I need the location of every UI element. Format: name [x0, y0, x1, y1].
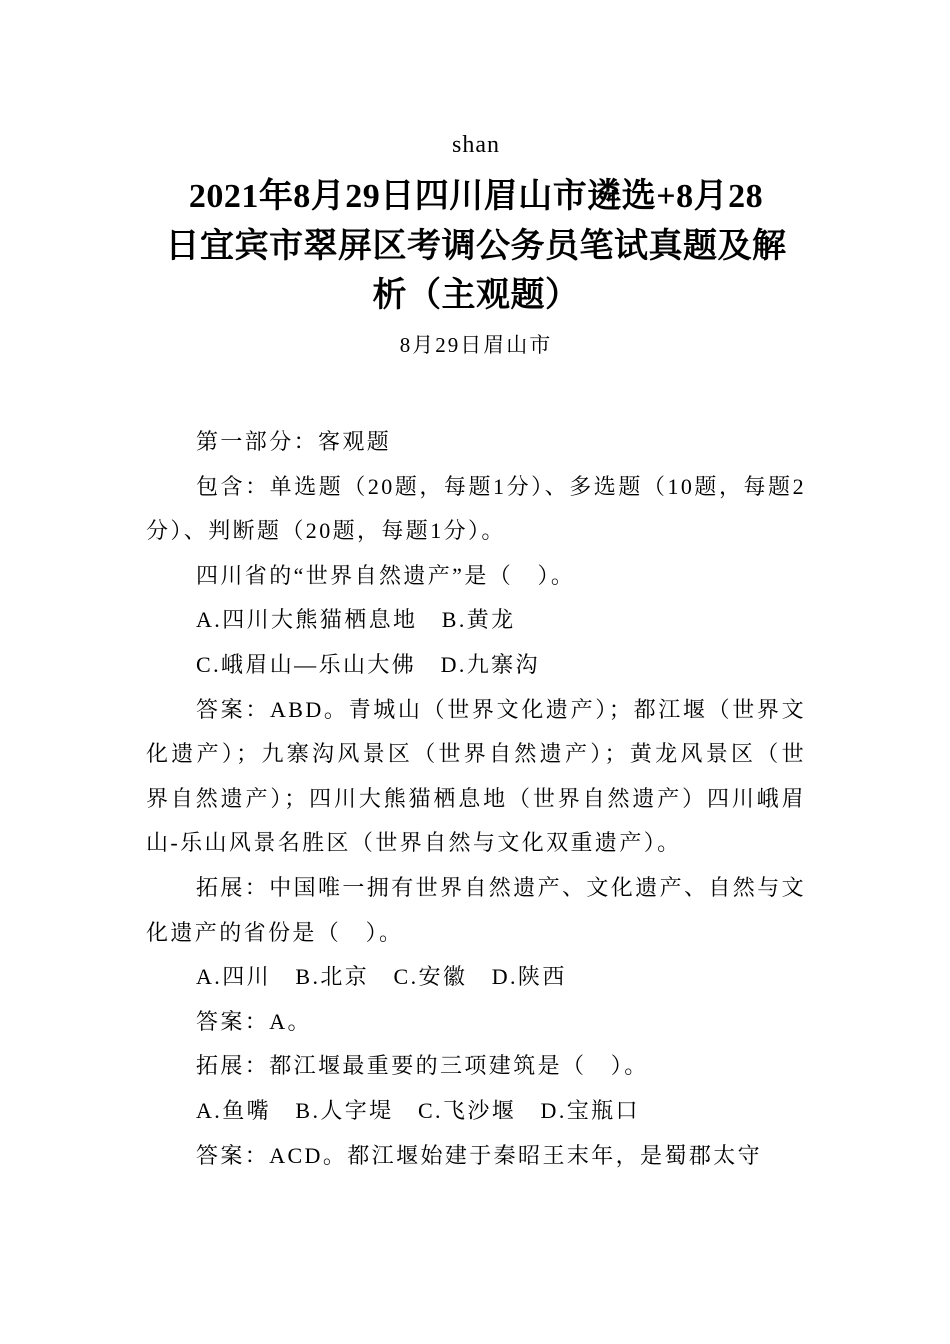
question-1-answer: 答案：ABD。青城山（世界文化遗产）；都江堰（世界文化遗产）；九寨沟风景区（世界自然遗产）；黄龙风景区（世界自然遗产）；四川大熊猫栖息地（世界自然遗产）四川峨眉山-乐山风景名胜区（世界自然与文化双重遗产）。: [146, 696, 806, 856]
question-3-answer: 答案：ACD。都江堰始建于秦昭王末年，是蜀郡太守: [196, 1142, 763, 1168]
question-3: 拓展：都江堰最重要的三项建筑是（ ）。: [196, 1053, 649, 1079]
title-line-1: 2021年8月29日四川眉山市遴选+8月28: [188, 178, 764, 215]
title-line-2: 日宜宾市翠屏区考调公务员笔试真题及解: [165, 227, 787, 265]
question-1-options-cd: C.峨眉山—乐山大佛 D.九寨沟: [196, 651, 540, 677]
question-1-options-ab: A.四川大熊猫栖息地 B.黄龙: [196, 607, 516, 633]
question-2: 拓展：中国唯一拥有世界自然遗产、文化遗产、自然与文化遗产的省份是（ ）。: [146, 874, 807, 945]
question-1: 四川省的“世界自然遗产”是（ ）。: [196, 562, 576, 588]
section-heading: 第一部分：客观题: [196, 429, 392, 454]
question-3-options: A.鱼嘴 B.人字堤 C.飞沙堰 D.宝瓶口: [196, 1097, 640, 1123]
section-contents: 包含：单选题（20题，每题1分）、多选题（10题，每题2分）、判断题（20题，每题1分）。: [146, 473, 806, 544]
question-2-answer: 答案：A。: [196, 1008, 312, 1034]
question-2-options: A.四川 B.北京 C.安徽 D.陕西: [196, 964, 567, 990]
document-subtitle: 8月29日眉山市: [399, 333, 553, 357]
title-line-3: 析（主观题）: [372, 277, 580, 314]
document-title: [142, 172, 810, 321]
header-word: shan: [452, 132, 500, 158]
document-body: [146, 420, 806, 1178]
